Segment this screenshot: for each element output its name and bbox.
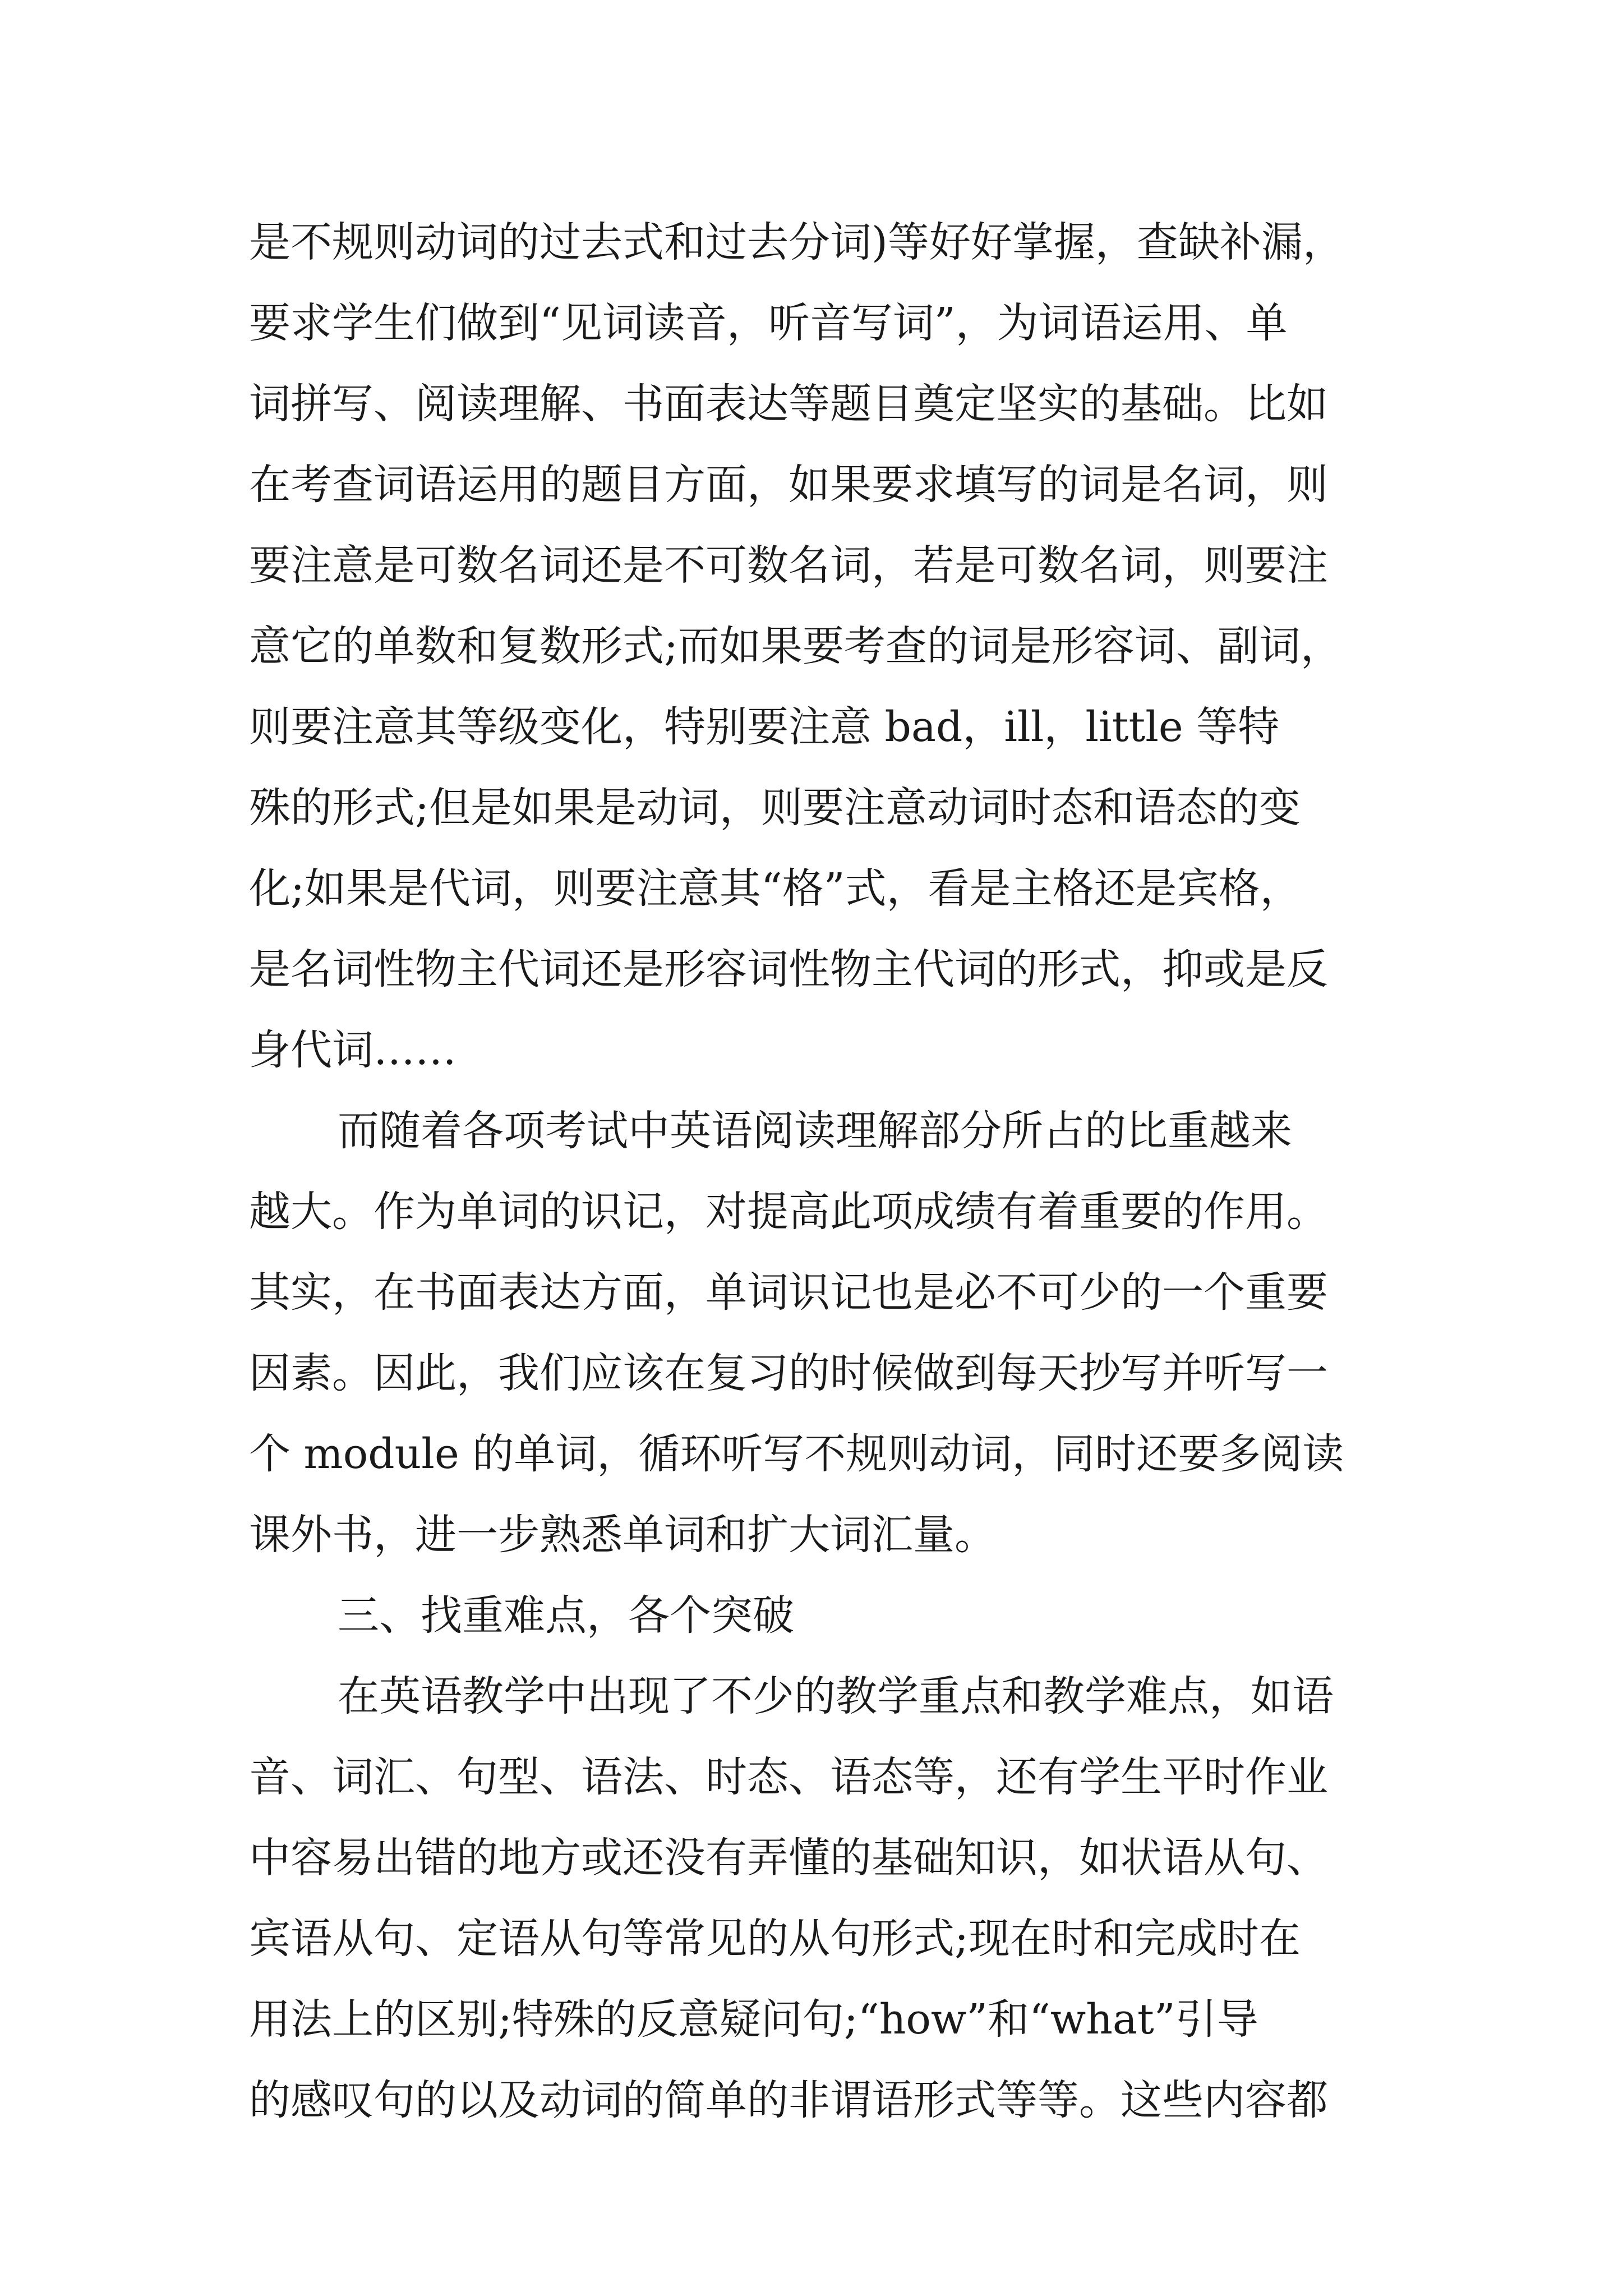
text-line: 越大。作为单词的识记，对提高此项成绩有着重要的作用。 [249,1188,1328,1236]
paragraph-first-line: 在英语教学中出现了不少的教学重点和教学难点，如语 [338,1672,1334,1720]
text-line: 宾语从句、定语从句等常见的从句形式;现在时和完成时在 [249,1915,1301,1963]
text-line: 因素。因此，我们应该在复习的时候做到每天抄写并听写一 [249,1349,1328,1397]
body-text [249,202,1376,2141]
text-line: 是不规则动词的过去式和过去分词)等好好掌握，查缺补漏， [249,218,1344,266]
text-line: 化;如果是代词，则要注意其“格”式，看是主格还是宾格， [249,864,1302,913]
text-line: 殊的形式;但是如果是动词，则要注意动词时态和语态的变 [249,784,1301,832]
text-line: 则要注意其等级变化，特别要注意 bad，ill，little 等特 [249,703,1280,751]
text-line: 的感叹句的以及动词的简单的非谓语形式等等。这些内容都 [249,2076,1328,2124]
text-line: 在考查词语运用的题目方面，如果要求填写的词是名词，则 [249,461,1328,509]
text-line: 音、词汇、句型、语法、时态、语态等，还有学生平时作业 [249,1753,1328,1801]
text-line: 用法上的区别;特殊的反意疑问句;“how”和“what”引导 [249,1995,1258,2044]
text-line: 是名词性物主代词还是形容词性物主代词的形式，抑或是反 [249,945,1328,993]
text-line: 要求学生们做到“见词读音，听音写词”，为词语运用、单 [249,299,1288,347]
text-line: 其实，在书面表达方面，单词识记也是必不可少的一个重要 [249,1268,1328,1317]
text-line: 词拼写、阅读理解、书面表达等题目奠定坚实的基础。比如 [249,380,1328,428]
text-line: 意它的单数和复数形式;而如果要考查的词是形容词、副词， [249,622,1342,670]
text-line: 身代词…… [249,1026,457,1074]
text-line: 课外书，进一步熟悉单词和扩大词汇量。 [249,1511,996,1559]
paragraph-first-line: 而随着各项考试中英语阅读理解部分所占的比重越来 [338,1107,1292,1155]
section-heading: 三、找重难点，各个突破 [338,1591,794,1640]
text-line: 中容易出错的地方或还没有弄懂的基础知识，如状语从句、 [249,1834,1328,1882]
text-line: 个 module 的单词，循环听写不规则动词，同时还要多阅读 [249,1430,1344,1478]
text-line: 要注意是可数名词还是不可数名词，若是可数名词，则要注 [249,541,1328,590]
